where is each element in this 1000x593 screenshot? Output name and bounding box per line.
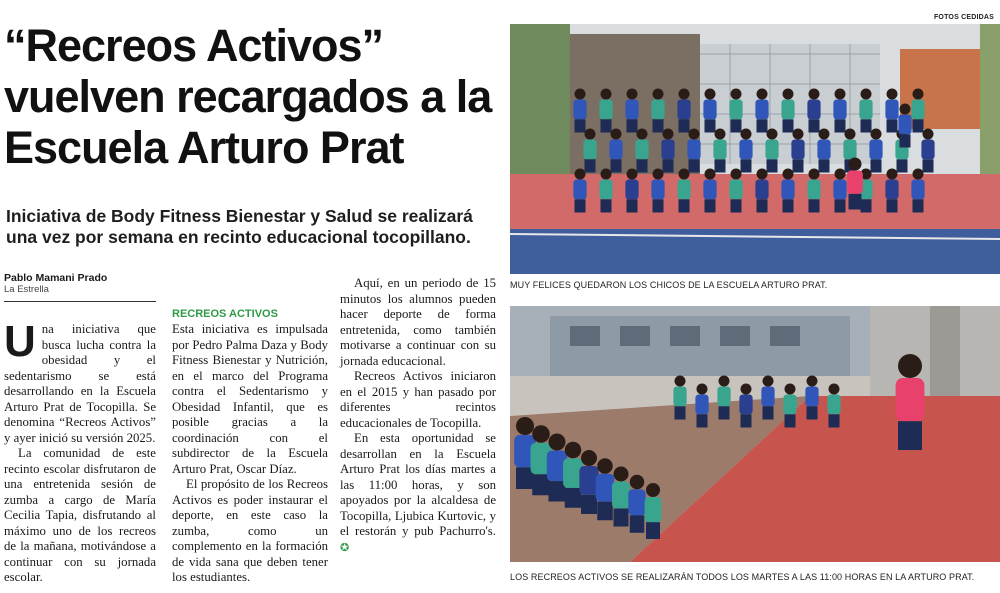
student-figure [703,89,716,133]
instructor-figure [896,354,925,450]
student-figure [703,169,716,213]
byline-author: Pablo Mamani Prado [4,272,108,284]
student-figure [717,376,730,420]
student-figure [687,129,700,173]
student-figure [827,384,840,428]
byline-outlet: La Estrella [4,284,49,295]
subtitle: Iniciativa de Body Fitness Bienestar y Salud se realizará una vez por semana en recinto educacional tocopillano. [6,206,473,247]
student-figure [651,89,664,133]
student-figure [635,129,648,173]
student-figure [695,384,708,428]
student-figure [625,89,638,133]
lead-text: na iniciativa que busca lucha contra la obesidad y el sedentarismo se está desarrollando en la Escuela Arturo Prat de Tocopilla. Se denomina “Recreos Activos” y ayer inició su versión 2025. [4,322,156,445]
zumba-photo [510,306,1000,562]
student-figure [781,169,794,213]
student-figure [885,169,898,213]
student-figure [761,376,774,420]
paragraph-4: El propósito de los Recreos Activos es poder instaurar el deporte, en este caso la zumba, como un complemento en la formación de vida sana que deben tener los estudiantes. [172,477,328,584]
student-figure [755,89,768,133]
student-figure [911,89,924,133]
lead-paragraph [4,317,156,446]
paragraph-6: Recreos Activos iniciaron en el 2015 y han pasado por diferentes recintos educacionales de Tocopilla. [340,369,496,430]
student-figure [739,129,752,173]
paragraph-5: Aquí, en un periodo de 15 minutos los alumnos pueden hacer deporte de forma entretenida, como también motivarse a continuar con su jornada educacional. [340,276,496,368]
student-figure [651,169,664,213]
headline: “Recreos Activos” vuelven recargados a la Escuela Arturo Prat [4,20,492,173]
student-figure [755,169,768,213]
student-figure [791,129,804,173]
student-figure [765,129,778,173]
student-figure [673,376,686,420]
student-figure [677,89,690,133]
student-figure [817,129,830,173]
byline-divider [4,301,156,302]
paragraph-3: Esta iniciativa es impulsada por Pedro Palma Daza y Body Fitness Bienestar y Nutrición, en el marco del Programa contra el Sedentarismo y Obesidad Infantil, que es posible gracias a la coordinación con el subdirector de la Escuela Arturo Prat, Oscar Díaz. [172,322,328,476]
student-figure [739,384,752,428]
student-figure [898,104,911,148]
end-mark-icon: ✪ [340,541,350,554]
article-column-2 [172,276,328,586]
student-figure [583,129,596,173]
student-figure [573,169,586,213]
student-figure [833,89,846,133]
section-heading: RECREOS ACTIVOS [172,308,278,320]
student-figure [859,89,872,133]
student-figure [921,129,934,173]
photo-credit: FOTOS CEDIDAS [933,14,994,21]
student-figure [713,129,726,173]
student-figure [596,458,615,520]
student-figure [677,169,690,213]
byline [4,272,156,296]
instructor-figure [847,158,863,210]
group-photo [510,24,1000,274]
paragraph-2: La comunidad de este recinto escolar disfrutaron de una entretenida sesión de zumba a cargo de María Cecilia Tapia, disfrutando al máximo uno de los recreos de la mañana, motivándose a continuar con su jornada escolar. [4,446,156,584]
paragraph-7 [340,431,496,556]
article-column-3 [340,276,496,556]
student-figure [625,169,638,213]
student-figure [609,129,622,173]
student-figure [612,467,630,527]
student-figure [783,384,796,428]
student-figure [661,129,674,173]
student-figure [807,169,820,213]
photo2-caption: LOS RECREOS ACTIVOS SE REALIZARÁN TODOS LOS MARTES A LAS 11:00 HORAS EN LA ARTURO PRAT. [510,572,975,582]
student-figure [628,475,645,533]
student-figure [833,169,846,213]
student-figure [729,89,742,133]
article-column-1 [4,317,156,586]
student-figure [869,129,882,173]
student-figure [645,483,662,539]
student-figure [781,89,794,133]
paragraph-7-text: En esta oportunidad se desarrollan en la Escuela Arturo Prat los días martes a las 11:00 horas, y son apoyados por la alcaldesa de Tocopilla, Ljubica Kurtovic, y el restorán y pub Pachurro's. [340,431,496,538]
student-figure [599,169,612,213]
student-figure [729,169,742,213]
student-figure [805,376,818,420]
student-figure [599,89,612,133]
student-figure [911,169,924,213]
student-figure [573,89,586,133]
student-figure [807,89,820,133]
student-figure [885,89,898,133]
drop-cap: U [4,317,36,366]
photo1-caption: MUY FELICES QUEDARON LOS CHICOS DE LA ESCUELA ARTURO PRAT. [510,280,828,290]
